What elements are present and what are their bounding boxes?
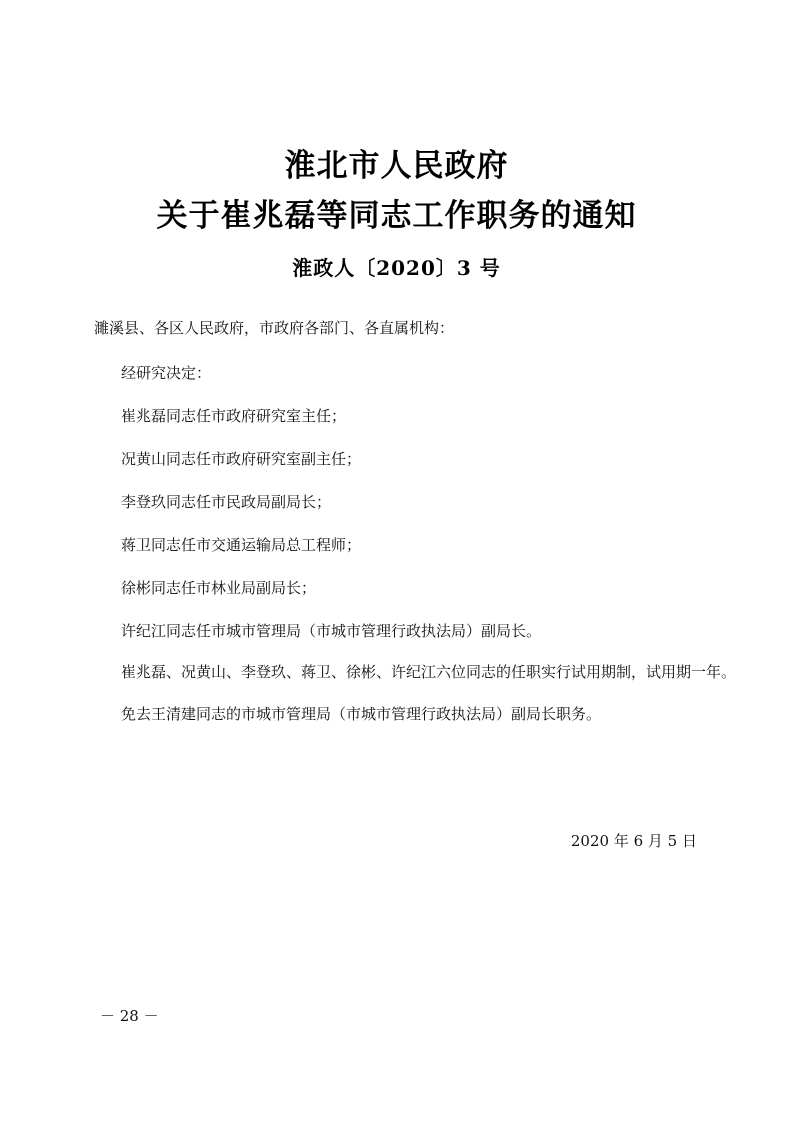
signature-date: 2020 年 6 月 5 日 <box>570 832 697 850</box>
body-paragraph: 崔兆磊同志任市政府研究室主任； <box>121 407 347 425</box>
body-paragraph: 徐彬同志任市林业局副局长； <box>121 579 317 597</box>
addressee: 濉溪县、各区人民政府，市政府各部门、各直属机构： <box>94 319 455 337</box>
body-paragraph: 经研究决定： <box>121 364 212 382</box>
document-number: 淮政人〔2020〕3 号 <box>292 256 501 280</box>
page-number: － 28 － <box>100 1007 159 1025</box>
body-paragraph: 李登玖同志任市民政局副局长； <box>121 493 332 511</box>
body-paragraph: 况黄山同志任市政府研究室副主任； <box>121 450 362 468</box>
body-paragraph: 许纪江同志任市城市管理局（市城市管理行政执法局）副局长。 <box>121 622 542 640</box>
body-paragraph: 蒋卫同志任市交通运输局总工程师； <box>121 536 362 554</box>
document-title-line-2: 关于崔兆磊等同志工作职务的通知 <box>156 198 637 234</box>
document-title-line-1: 淮北市人民政府 <box>284 148 509 184</box>
body-paragraph: 崔兆磊、况黄山、李登玖、蒋卫、徐彬、许纪江六位同志的任职实行试用期制，试用期一年。 <box>121 663 737 681</box>
body-paragraph: 免去王清建同志的市城市管理局（市城市管理行政执法局）副局长职务。 <box>121 705 602 723</box>
